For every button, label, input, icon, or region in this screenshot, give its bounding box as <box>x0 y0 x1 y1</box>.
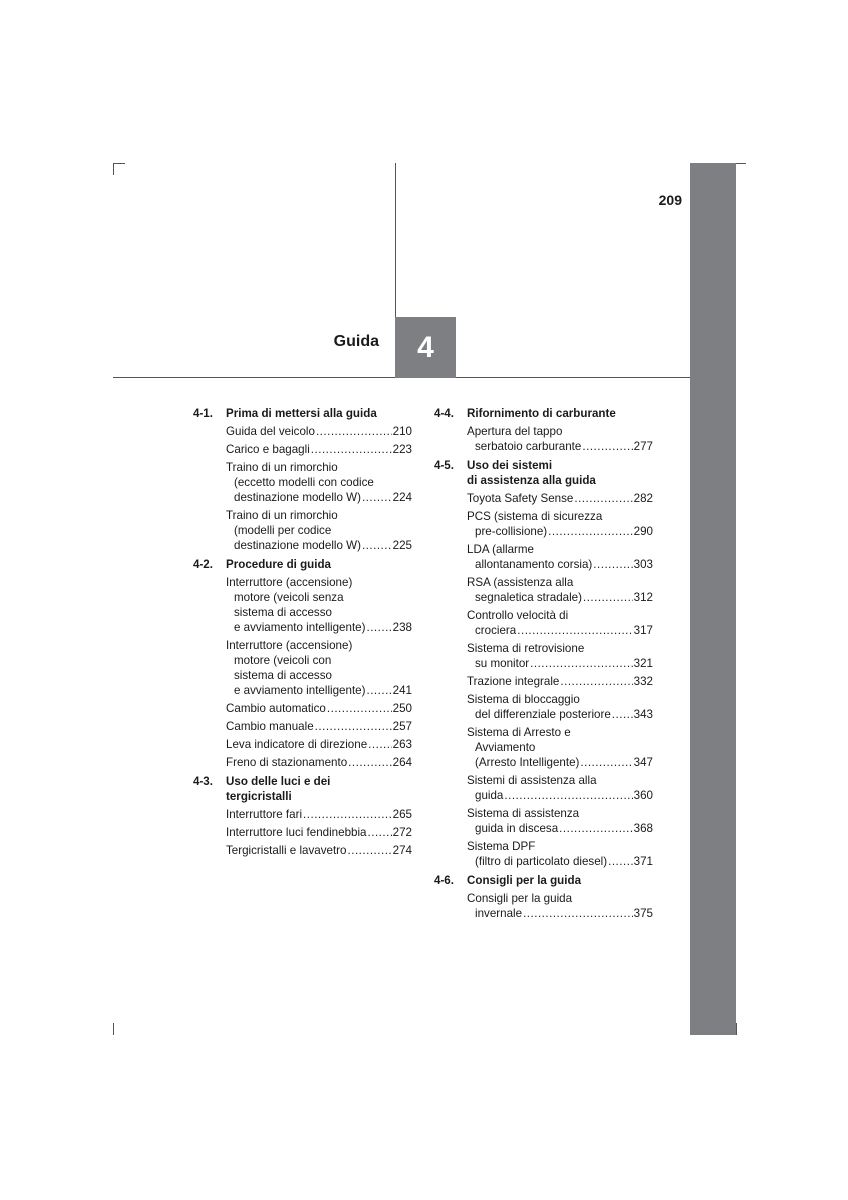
entry-line <box>467 656 653 671</box>
toc-section <box>434 873 653 921</box>
entry-label: Cambio automatico <box>226 702 326 715</box>
entry-line <box>467 692 653 707</box>
entry-page-number: 257 <box>392 720 412 733</box>
entry-label: e avviamento intelligente) <box>234 684 366 697</box>
entry-label: Sistemi di assistenza alla <box>467 774 597 787</box>
entry-page-number: 312 <box>633 591 653 604</box>
section-entries <box>226 807 412 858</box>
entry-line <box>226 719 412 734</box>
entry-label: Toyota Safety Sense <box>467 492 574 505</box>
entry-line <box>226 755 412 770</box>
entry-line <box>226 668 412 683</box>
section-title <box>226 406 412 421</box>
entry-page-number: 343 <box>633 708 653 721</box>
dot-leader <box>608 854 633 869</box>
entry-page-number: 265 <box>392 808 412 821</box>
toc-entry[interactable] <box>226 575 412 635</box>
toc-entry[interactable] <box>467 509 653 539</box>
entry-label: Guida del veicolo <box>226 425 315 438</box>
entry-page-number: 303 <box>633 558 653 571</box>
section-title <box>467 406 653 421</box>
entry-line <box>226 825 412 840</box>
dot-leader <box>362 490 392 505</box>
entry-label: allontanamento corsia) <box>475 558 593 571</box>
toc-section <box>434 406 653 454</box>
entry-label: Leva indicatore di direzione <box>226 738 368 751</box>
entry-page-number: 347 <box>633 756 653 769</box>
dot-leader <box>348 755 391 770</box>
entry-line <box>467 557 653 572</box>
entry-line <box>467 707 653 722</box>
toc-entry[interactable] <box>467 424 653 454</box>
entry-label: LDA (allarme <box>467 543 535 556</box>
entry-label: Sistema di bloccaggio <box>467 693 580 706</box>
entry-label: Sistema DPF <box>467 840 536 853</box>
section-entries <box>467 424 653 454</box>
entry-line <box>226 490 412 505</box>
section-entries <box>226 424 412 553</box>
entry-label: Sistema di Arresto e <box>467 726 571 739</box>
crop-mark-top-left-h <box>113 163 125 164</box>
entry-line <box>226 605 412 620</box>
entry-label: RSA (assistenza alla <box>467 576 574 589</box>
entry-label: serbatoio carburante <box>475 440 582 453</box>
header-vertical-rule <box>395 163 396 318</box>
chapter-number-box: 4 <box>395 317 456 378</box>
entry-line <box>467 806 653 821</box>
dot-leader <box>530 656 633 671</box>
dot-leader <box>362 538 392 553</box>
toc-entry[interactable] <box>226 424 412 439</box>
entry-page-number: 263 <box>392 738 412 751</box>
dot-leader <box>316 424 392 439</box>
crop-mark-bottom-right-v <box>736 1023 737 1035</box>
toc-entry[interactable] <box>226 638 412 698</box>
entry-line <box>226 508 412 523</box>
entry-line <box>467 509 653 524</box>
toc-section <box>193 406 412 553</box>
entry-line <box>467 788 653 803</box>
toc-entry[interactable] <box>467 674 653 689</box>
dot-leader <box>574 491 632 506</box>
entry-label: sistema di accesso <box>234 606 332 619</box>
entry-line <box>467 623 653 638</box>
entry-page-number: 264 <box>392 756 412 769</box>
entry-label: del differenziale posteriore <box>475 708 611 721</box>
dot-leader <box>368 825 392 840</box>
entry-page-number: 223 <box>392 443 412 456</box>
entry-line <box>467 424 653 439</box>
toc-section <box>193 774 412 858</box>
chapter-title: Guida <box>333 333 379 350</box>
entry-page-number: 368 <box>633 822 653 835</box>
entry-line <box>467 439 653 454</box>
entry-label: Traino di un rimorchio <box>226 509 338 522</box>
entry-page-number: 210 <box>392 425 412 438</box>
toc-entry[interactable] <box>226 843 412 858</box>
entry-label: Carico e bagagli <box>226 443 310 456</box>
toc-entry[interactable] <box>467 692 653 722</box>
entry-line <box>467 641 653 656</box>
entry-line <box>226 538 412 553</box>
section-title-line: Uso dei sistemi <box>467 459 553 472</box>
entry-label: (eccetto modelli con codice <box>234 476 374 489</box>
entry-page-number: 371 <box>633 855 653 868</box>
entry-page-number: 360 <box>633 789 653 802</box>
entry-line <box>467 725 653 740</box>
section-number: 4-6. <box>434 874 454 887</box>
entry-label: guida <box>475 789 504 802</box>
entry-label: guida in discesa <box>475 822 559 835</box>
entry-line <box>467 773 653 788</box>
chapter-thumb-tab <box>690 163 736 1035</box>
entry-label: Sistema di assistenza <box>467 807 580 820</box>
entry-line <box>467 674 653 689</box>
section-title <box>226 557 412 572</box>
section-heading[interactable] <box>434 406 653 421</box>
entry-label: Avviamento <box>475 741 536 754</box>
section-number: 4-2. <box>193 558 213 571</box>
entry-label: sistema di accesso <box>234 669 332 682</box>
section-title-line: Uso delle luci e dei <box>226 775 331 788</box>
entry-line <box>467 891 653 906</box>
entry-line <box>226 523 412 538</box>
toc-column-right <box>434 406 653 925</box>
section-heading[interactable] <box>193 557 412 572</box>
entry-page-number: 272 <box>392 826 412 839</box>
toc-entry[interactable] <box>467 542 653 572</box>
entry-line <box>467 575 653 590</box>
toc-entry[interactable] <box>226 755 412 770</box>
dot-leader <box>368 737 392 752</box>
crop-mark-top-left-v <box>113 163 114 175</box>
entry-label: Controllo velocità di <box>467 609 569 622</box>
entry-line <box>226 475 412 490</box>
entry-line <box>467 590 653 605</box>
entry-line <box>226 590 412 605</box>
entry-label: PCS (sistema di sicurezza <box>467 510 603 523</box>
entry-label: (Arresto Intelligente) <box>475 756 580 769</box>
toc-column-left <box>193 406 412 862</box>
entry-line <box>226 807 412 822</box>
section-title <box>226 774 412 804</box>
toc-entry[interactable] <box>467 725 653 770</box>
toc-entry[interactable] <box>467 608 653 638</box>
section-title-line: Procedure di guida <box>226 558 332 571</box>
dot-leader <box>593 557 632 572</box>
toc-entry[interactable] <box>467 641 653 671</box>
entry-line <box>467 755 653 770</box>
section-title-line: Rifornimento di carburante <box>467 407 616 420</box>
toc-entry[interactable] <box>226 508 412 553</box>
section-title-line: Prima di mettersi alla guida <box>226 407 377 420</box>
section-title-line: tergicristalli <box>226 790 292 803</box>
entry-label: motore (veicoli senza <box>234 591 344 604</box>
entry-line <box>226 620 412 635</box>
entry-line <box>226 460 412 475</box>
section-number: 4-5. <box>434 459 454 472</box>
entry-line <box>226 442 412 457</box>
dot-leader <box>315 719 392 734</box>
entry-label: Traino di un rimorchio <box>226 461 338 474</box>
toc-section <box>193 557 412 770</box>
dot-leader <box>366 620 391 635</box>
entry-page-number: 317 <box>633 624 653 637</box>
dot-leader <box>548 524 632 539</box>
dot-leader <box>612 707 633 722</box>
toc-entry[interactable] <box>467 773 653 803</box>
entry-label: Interruttore (accensione) <box>226 576 353 589</box>
section-heading[interactable] <box>434 458 653 488</box>
toc-entry[interactable] <box>226 460 412 505</box>
toc-section <box>434 458 653 869</box>
entry-label: Freno di stazionamento <box>226 756 348 769</box>
toc-entry[interactable] <box>226 825 412 840</box>
section-number: 4-1. <box>193 407 213 420</box>
entry-page-number: 274 <box>392 844 412 857</box>
toc-entry[interactable] <box>226 737 412 752</box>
toc-entry[interactable] <box>226 807 412 822</box>
entry-page-number: 225 <box>392 539 412 552</box>
entry-line <box>467 524 653 539</box>
dot-leader <box>311 442 392 457</box>
entry-page-number: 282 <box>633 492 653 505</box>
dot-leader <box>366 683 391 698</box>
section-entries <box>467 491 653 869</box>
entry-label: Interruttore (accensione) <box>226 639 353 652</box>
section-number: 4-4. <box>434 407 454 420</box>
dot-leader <box>327 701 392 716</box>
entry-label: destinazione modello W) <box>234 491 361 504</box>
entry-line <box>467 491 653 506</box>
toc-entry[interactable] <box>467 839 653 869</box>
dot-leader <box>303 807 392 822</box>
entry-label: Tergicristalli e lavavetro <box>226 844 347 857</box>
dot-leader <box>523 906 633 921</box>
crop-mark-top-right-h <box>736 163 746 164</box>
entry-label: Trazione integrale <box>467 675 560 688</box>
entry-label: Apertura del tappo <box>467 425 563 438</box>
entry-page-number: 224 <box>392 491 412 504</box>
entry-label: Sistema di retrovisione <box>467 642 585 655</box>
entry-line <box>226 638 412 653</box>
entry-label: e avviamento intelligente) <box>234 621 366 634</box>
section-title <box>467 458 653 488</box>
entry-label: (filtro di particolato diesel) <box>475 855 608 868</box>
entry-line <box>226 424 412 439</box>
section-number: 4-3. <box>193 775 213 788</box>
entry-line <box>467 839 653 854</box>
toc-entry[interactable] <box>467 575 653 605</box>
dot-leader <box>560 674 632 689</box>
section-heading[interactable] <box>193 774 412 804</box>
entry-label: pre-collisione) <box>475 525 548 538</box>
dot-leader <box>583 590 633 605</box>
entry-page-number: 332 <box>633 675 653 688</box>
entry-page-number: 238 <box>392 621 412 634</box>
entry-label: (modelli per codice <box>234 524 332 537</box>
entry-label: invernale <box>475 907 523 920</box>
entry-line <box>226 683 412 698</box>
entry-page-number: 321 <box>633 657 653 670</box>
section-entries <box>467 891 653 921</box>
entry-page-number: 250 <box>392 702 412 715</box>
page-number: 209 <box>658 192 682 208</box>
entry-label: Interruttore luci fendinebbia <box>226 826 367 839</box>
section-heading[interactable] <box>434 873 653 888</box>
entry-label: Consigli per la guida <box>467 892 573 905</box>
dot-leader <box>580 755 632 770</box>
entry-line <box>467 608 653 623</box>
entry-label: crociera <box>475 624 517 637</box>
entry-line <box>226 701 412 716</box>
toc-entry[interactable] <box>226 719 412 734</box>
entry-page-number: 277 <box>633 440 653 453</box>
dot-leader <box>517 623 632 638</box>
toc-entry[interactable] <box>467 891 653 921</box>
entry-page-number: 375 <box>633 907 653 920</box>
entry-line <box>226 653 412 668</box>
section-title-line: Consigli per la guida <box>467 874 582 887</box>
dot-leader <box>504 788 632 803</box>
dot-leader <box>582 439 632 454</box>
entry-label: motore (veicoli con <box>234 654 332 667</box>
entry-label: destinazione modello W) <box>234 539 361 552</box>
entry-label: Cambio manuale <box>226 720 314 733</box>
crop-mark-bottom-left-v <box>113 1023 114 1035</box>
section-title <box>467 873 653 888</box>
entry-line <box>467 542 653 557</box>
dot-leader <box>348 843 392 858</box>
entry-label: segnaletica stradale) <box>475 591 582 604</box>
entry-line <box>226 843 412 858</box>
entry-line <box>467 740 653 755</box>
toc-entry[interactable] <box>467 491 653 506</box>
entry-line <box>467 906 653 921</box>
toc-entry[interactable] <box>226 701 412 716</box>
entry-label: Interruttore fari <box>226 808 303 821</box>
entry-line <box>226 575 412 590</box>
entry-line <box>226 737 412 752</box>
entry-page-number: 290 <box>633 525 653 538</box>
entry-page-number: 241 <box>392 684 412 697</box>
section-entries <box>226 575 412 770</box>
section-title-line: di assistenza alla guida <box>467 474 596 487</box>
entry-line <box>467 821 653 836</box>
entry-line <box>467 854 653 869</box>
dot-leader <box>559 821 633 836</box>
toc-entry[interactable] <box>226 442 412 457</box>
entry-label: su monitor <box>475 657 530 670</box>
section-heading[interactable] <box>193 406 412 421</box>
toc-entry[interactable] <box>467 806 653 836</box>
